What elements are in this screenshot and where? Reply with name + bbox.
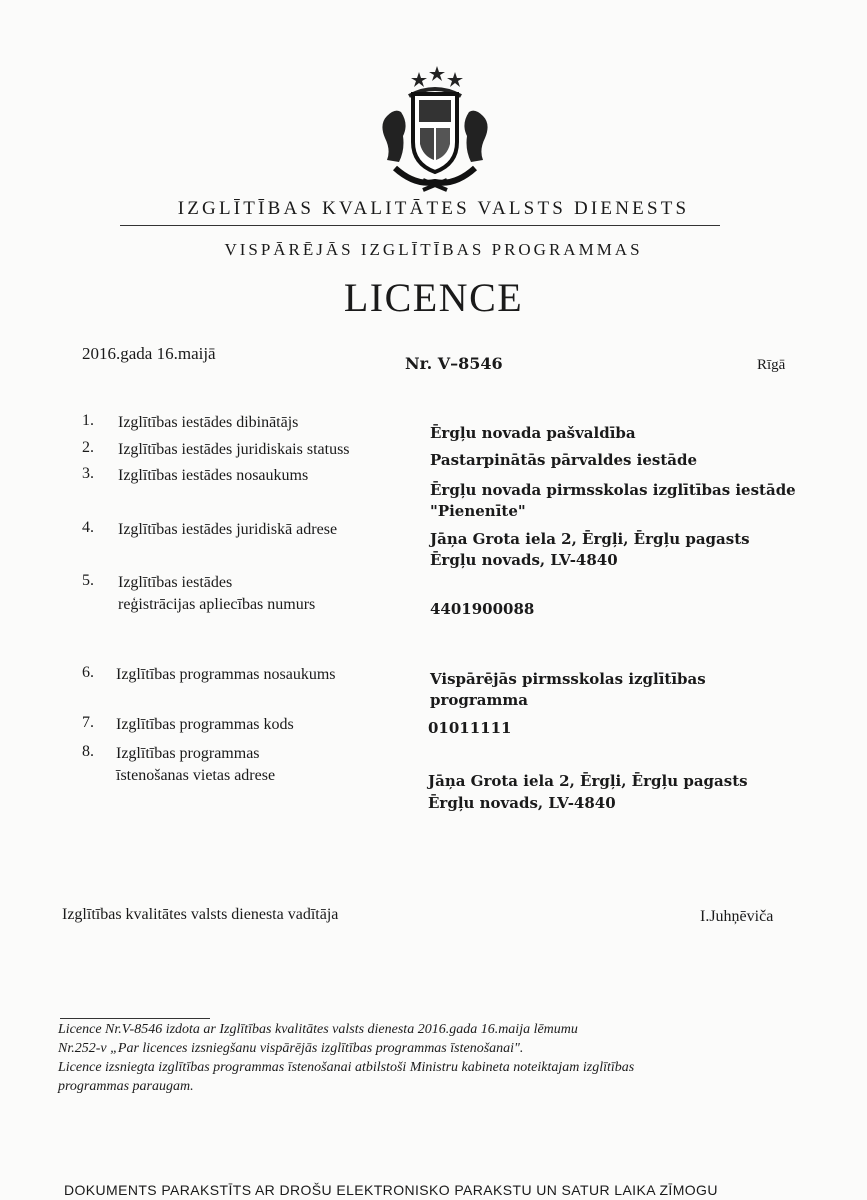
item-label: Izglītības iestādes nosaukums	[118, 467, 309, 484]
coat-of-arms-icon	[365, 64, 505, 194]
item-label-continued: reģistrācijas apliecības numurs	[118, 596, 316, 613]
item-number: 7.	[82, 714, 94, 731]
item-value: 01011111	[428, 719, 512, 737]
issue-city: Rīgā	[757, 357, 786, 373]
item-label-continued: īstenošanas vietas adrese	[116, 767, 276, 784]
agency-name: IZGLĪTĪBAS KVALITĀTES VALSTS DIENESTS	[177, 198, 690, 219]
item-value-continued: Ērgļu novads, LV-4840	[430, 551, 618, 569]
issue-date: 2016.gada 16.maijā	[82, 344, 216, 363]
item-number: 3.	[82, 465, 94, 482]
signatory-title: Izglītības kvalitātes valsts dienesta vadītāja	[62, 906, 339, 923]
item-label: Izglītības iestādes juridiskā adrese	[118, 521, 338, 538]
footnote-line: Licence Nr.V-8546 izdota ar Izglītības kvalitātes valsts dienesta 2016.gada 16.maija lēmumu	[58, 1022, 578, 1037]
item-label: Izglītības programmas kods	[116, 716, 294, 733]
item-number: 8.	[82, 743, 94, 760]
header-divider	[120, 225, 720, 226]
item-value-continued: "Pienenīte"	[430, 502, 526, 520]
item-label: Izglītības programmas nosaukums	[116, 666, 336, 683]
signatory-name: I.Juhņēviča	[700, 908, 774, 925]
item-value-continued: programma	[430, 691, 528, 709]
licence-number: Nr. V–8546	[405, 354, 503, 373]
item-label: Izglītības iestādes juridiskais statuss	[118, 441, 350, 458]
item-value: Ērgļu novada pašvaldība	[430, 424, 636, 442]
item-number: 1.	[82, 412, 94, 429]
electronic-signature-notice: DOKUMENTS PARAKSTĪTS AR DROŠU ELEKTRONISKO PARAKSTU UN SATUR LAIKA ZĪMOGU	[64, 1182, 718, 1198]
item-value-continued: Ērgļu novads, LV-4840	[428, 794, 616, 812]
footnote-divider	[60, 1018, 210, 1019]
item-value: Vispārējās pirmsskolas izglītības	[430, 670, 706, 688]
item-number: 2.	[82, 439, 94, 456]
item-label: Izglītības iestādes dibinātājs	[118, 414, 299, 431]
item-value: Ērgļu novada pirmsskolas izglītības iestāde	[430, 481, 796, 499]
item-label: Izglītības programmas	[116, 745, 260, 762]
item-number: 5.	[82, 572, 94, 589]
item-number: 4.	[82, 519, 94, 536]
item-value: Jāņa Grota iela 2, Ērgļi, Ērgļu pagasts	[428, 772, 748, 790]
item-value: 4401900088	[430, 600, 535, 618]
item-value: Pastarpinātās pārvaldes iestāde	[430, 451, 698, 469]
item-value: Jāņa Grota iela 2, Ērgļi, Ērgļu pagasts	[430, 530, 750, 548]
item-label: Izglītības iestādes	[118, 574, 233, 591]
document-title: LICENCE	[343, 275, 524, 320]
footnote-line: programmas paraugam.	[58, 1079, 194, 1094]
item-number: 6.	[82, 664, 94, 681]
footnote-line: Licence izsniegta izglītības programmas īstenošanai atbilstoši Ministru kabineta noteiktajam izglītības	[58, 1060, 635, 1075]
footnote-line: Nr.252-v „Par licences izsniegšanu vispārējās izglītības programmas īstenošanai".	[58, 1041, 524, 1056]
footnote	[58, 1020, 798, 1096]
document-subtitle: VISPĀRĒJĀS IZGLĪTĪBAS PROGRAMMAS	[224, 240, 643, 259]
